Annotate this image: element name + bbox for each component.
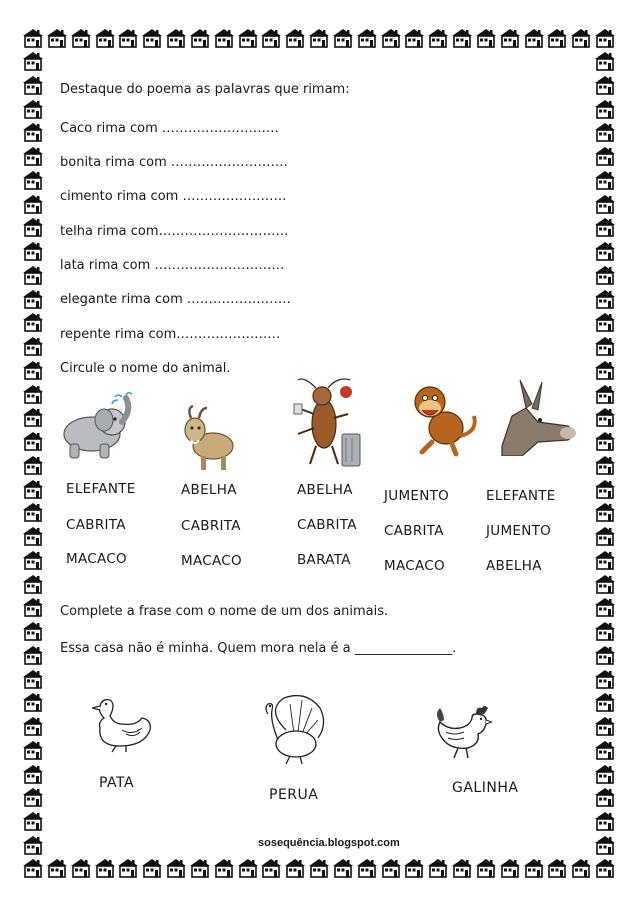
house-icon — [524, 859, 544, 877]
house-icon — [500, 29, 520, 47]
goat-icon — [177, 404, 241, 474]
house-icon — [595, 432, 615, 450]
house-icon — [595, 598, 615, 616]
house-icon — [595, 29, 615, 47]
rhyme-instruction: Destaque do poema as palavras que rimam: — [60, 82, 350, 97]
house-icon — [595, 788, 615, 806]
house-icon — [23, 812, 43, 830]
house-icon — [595, 622, 615, 640]
option-elefante[interactable]: ELEFANTE — [486, 488, 556, 504]
house-icon — [428, 29, 448, 47]
house-icon — [524, 29, 544, 47]
house-icon — [595, 123, 615, 141]
house-icon — [571, 859, 591, 877]
rhyme-line-6: elegante rima com …………………… — [60, 292, 291, 307]
house-icon — [595, 313, 615, 331]
house-icon — [23, 646, 43, 664]
bird-name-pata: PATA — [99, 775, 135, 791]
house-icon — [23, 385, 43, 403]
house-icon — [452, 859, 472, 877]
circle-instruction: Circule o nome do animal. — [60, 361, 231, 376]
house-icon — [214, 29, 234, 47]
bird-name-perua: PERUA — [269, 787, 319, 803]
house-icon — [595, 266, 615, 284]
donkey-icon — [498, 378, 578, 456]
house-icon — [595, 147, 615, 165]
house-icon — [23, 171, 43, 189]
house-icon — [428, 859, 448, 877]
house-icon — [23, 337, 43, 355]
house-icon — [595, 290, 615, 308]
house-icon — [23, 52, 43, 70]
house-icon — [595, 408, 615, 426]
option-abelha[interactable]: ABELHA — [181, 482, 237, 498]
house-icon — [23, 527, 43, 545]
house-icon — [404, 859, 424, 877]
house-icon — [23, 29, 43, 47]
rhyme-line-7: repente rima com…………………… — [60, 327, 281, 342]
house-icon — [23, 788, 43, 806]
option-cabrita[interactable]: CABRITA — [66, 517, 126, 533]
house-icon — [547, 29, 567, 47]
duck-icon — [92, 694, 158, 754]
house-icon — [118, 859, 138, 877]
option-barata[interactable]: BARATA — [297, 552, 351, 568]
house-icon — [23, 575, 43, 593]
rhyme-line-1: Caco rima com ……………………… — [60, 121, 279, 136]
house-icon — [23, 670, 43, 688]
house-icon — [23, 622, 43, 640]
house-icon — [23, 408, 43, 426]
house-icon — [118, 29, 138, 47]
option-cabrita[interactable]: CABRITA — [297, 517, 357, 533]
house-icon — [166, 859, 186, 877]
house-icon — [595, 741, 615, 759]
house-icon — [595, 765, 615, 783]
turkey-icon — [256, 690, 328, 766]
house-icon — [595, 480, 615, 498]
house-icon — [595, 717, 615, 735]
house-icon — [47, 859, 67, 877]
house-icon — [595, 812, 615, 830]
house-icon — [47, 29, 67, 47]
option-macaco[interactable]: MACACO — [181, 553, 242, 569]
house-icon — [23, 218, 43, 236]
house-icon — [381, 29, 401, 47]
house-icon — [23, 765, 43, 783]
rhyme-line-4: telha rima com………………………… — [60, 224, 289, 239]
house-icon — [190, 859, 210, 877]
house-icon — [23, 480, 43, 498]
complete-sentence: Essa casa não é minha. Quem mora nela é a _______________. — [60, 641, 457, 656]
house-icon — [71, 29, 91, 47]
house-icon — [23, 503, 43, 521]
house-icon — [595, 218, 615, 236]
house-icon — [23, 76, 43, 94]
complete-instruction: Complete a frase com o nome de um dos animais. — [60, 604, 389, 619]
house-icon — [571, 29, 591, 47]
house-icon — [595, 195, 615, 213]
house-icon — [23, 693, 43, 711]
elephant-icon — [56, 392, 136, 462]
house-icon — [23, 100, 43, 118]
cockroach-icon — [288, 374, 368, 474]
house-icon — [595, 859, 615, 877]
house-icon — [23, 195, 43, 213]
house-icon — [500, 859, 520, 877]
option-elefante[interactable]: ELEFANTE — [66, 481, 136, 497]
house-icon — [238, 859, 258, 877]
house-icon — [95, 859, 115, 877]
house-icon — [333, 29, 353, 47]
house-icon — [23, 551, 43, 569]
option-macaco[interactable]: MACACO — [384, 558, 445, 574]
hen-icon — [432, 704, 492, 760]
house-icon — [595, 693, 615, 711]
house-icon — [23, 859, 43, 877]
house-icon — [595, 171, 615, 189]
house-icon — [595, 242, 615, 260]
house-icon — [214, 859, 234, 877]
rhyme-line-5: lata rima com ………………………… — [60, 258, 285, 273]
option-cabrita[interactable]: CABRITA — [181, 518, 241, 534]
house-icon — [142, 859, 162, 877]
house-icon — [23, 598, 43, 616]
house-icon — [595, 527, 615, 545]
house-icon — [547, 859, 567, 877]
house-icon — [595, 361, 615, 379]
house-icon — [23, 123, 43, 141]
house-icon — [23, 313, 43, 331]
house-icon — [452, 29, 472, 47]
house-icon — [23, 290, 43, 308]
house-icon — [595, 646, 615, 664]
house-icon — [23, 361, 43, 379]
house-icon — [357, 29, 377, 47]
house-icon — [23, 147, 43, 165]
house-icon — [595, 456, 615, 474]
house-icon — [595, 76, 615, 94]
house-icon — [285, 859, 305, 877]
house-icon — [595, 337, 615, 355]
house-icon — [357, 859, 377, 877]
house-icon — [23, 741, 43, 759]
rhyme-line-3: cimento rima com …………………… — [60, 189, 287, 204]
option-abelha[interactable]: ABELHA — [297, 482, 353, 498]
house-icon — [71, 859, 91, 877]
house-icon — [23, 266, 43, 284]
house-icon — [404, 29, 424, 47]
house-icon — [333, 859, 353, 877]
house-icon — [166, 29, 186, 47]
house-icon — [95, 29, 115, 47]
rhyme-line-2: bonita rima com ……………………… — [60, 155, 288, 170]
footer-url: sosequência.blogspot.com — [258, 837, 400, 849]
option-jumento[interactable]: JUMENTO — [486, 523, 552, 539]
house-icon — [595, 52, 615, 70]
house-icon — [595, 670, 615, 688]
house-icon — [381, 859, 401, 877]
house-icon — [23, 242, 43, 260]
option-abelha[interactable]: ABELHA — [486, 558, 542, 574]
house-icon — [476, 859, 496, 877]
house-icon — [595, 575, 615, 593]
house-icon — [595, 551, 615, 569]
house-icon — [23, 456, 43, 474]
house-icon — [309, 29, 329, 47]
house-icon — [595, 836, 615, 854]
house-icon — [595, 385, 615, 403]
option-cabrita[interactable]: CABRITA — [384, 523, 444, 539]
house-icon — [142, 29, 162, 47]
house-icon — [476, 29, 496, 47]
option-macaco[interactable]: MACACO — [66, 551, 127, 567]
house-icon — [190, 29, 210, 47]
house-icon — [23, 836, 43, 854]
house-icon — [23, 717, 43, 735]
house-icon — [595, 503, 615, 521]
house-icon — [238, 29, 258, 47]
house-icon — [261, 29, 281, 47]
house-icon — [309, 859, 329, 877]
monkey-icon — [402, 378, 482, 458]
house-icon — [285, 29, 305, 47]
bird-name-galinha: GALINHA — [452, 780, 519, 796]
house-icon — [595, 100, 615, 118]
house-icon — [23, 432, 43, 450]
option-jumento[interactable]: JUMENTO — [384, 488, 450, 504]
house-icon — [261, 859, 281, 877]
